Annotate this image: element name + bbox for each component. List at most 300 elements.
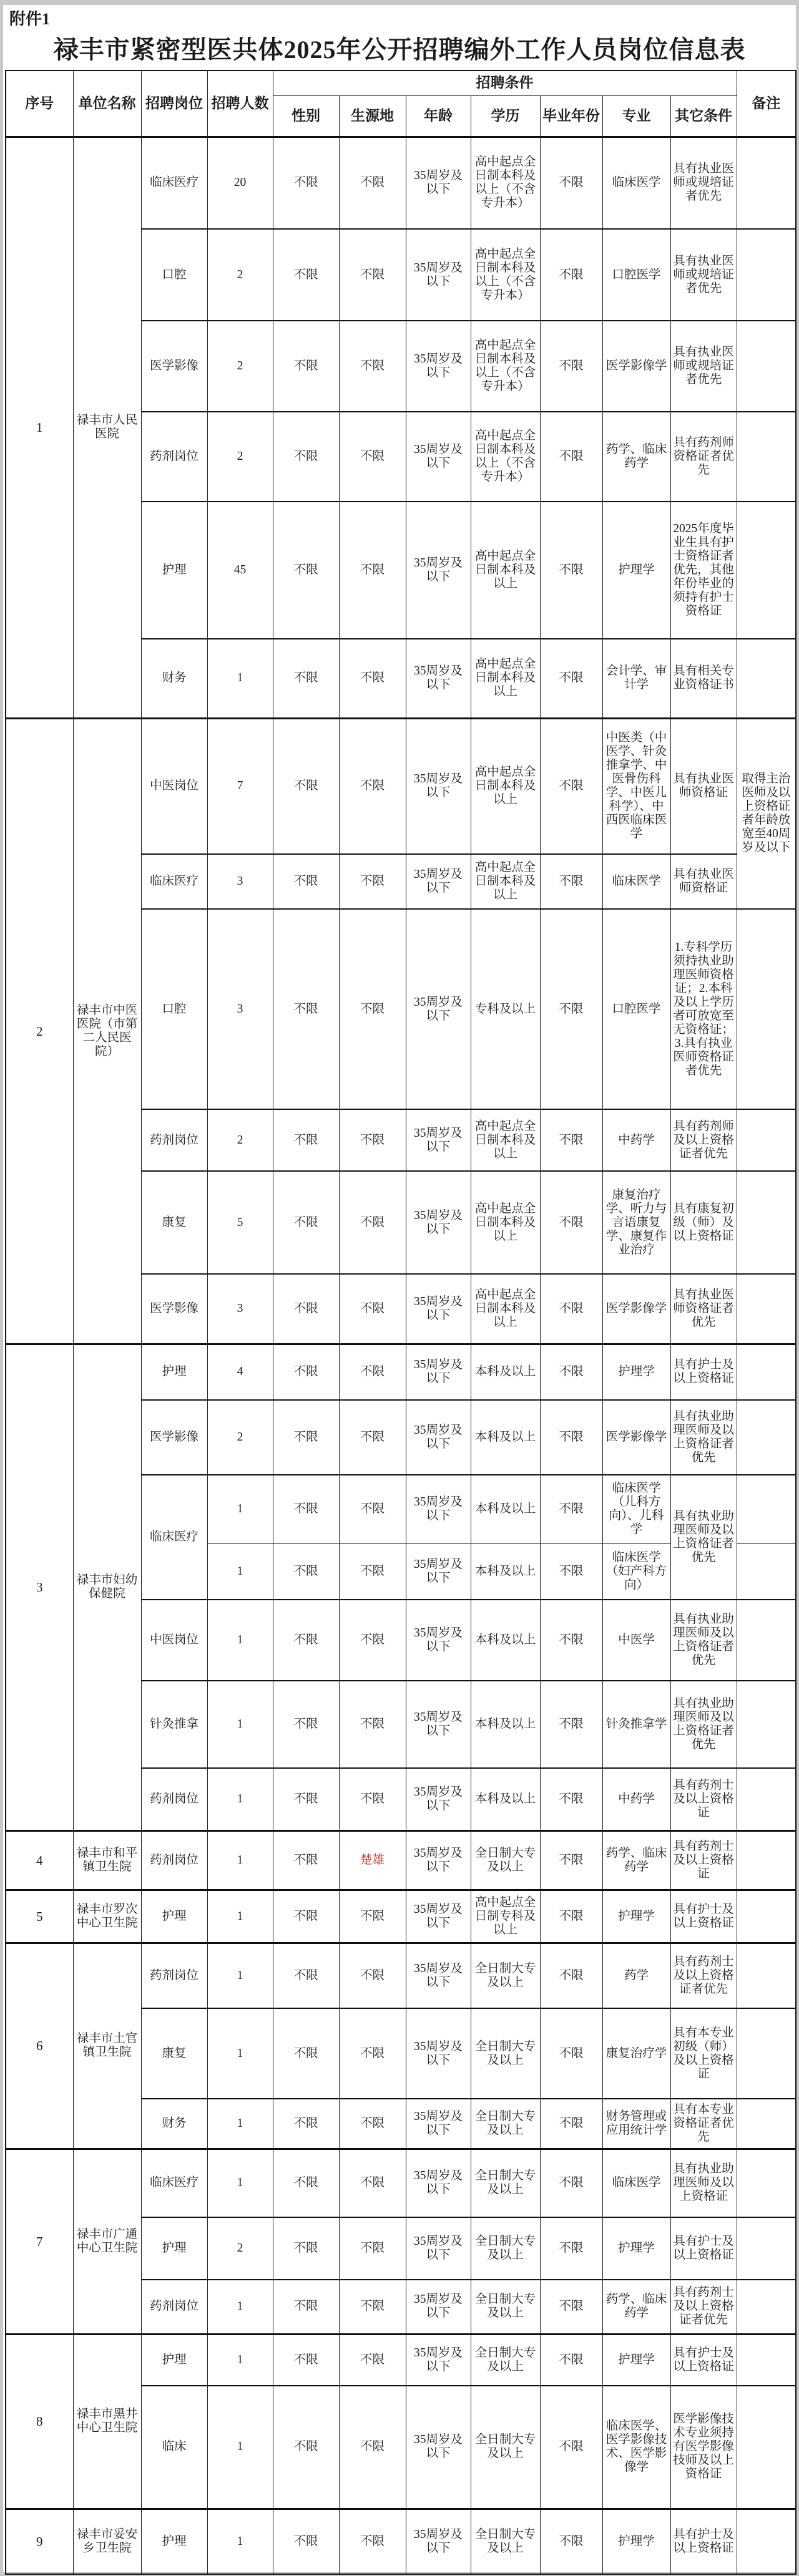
cell-unit-name: 禄丰市罗次中心卫生院: [73, 1890, 141, 1943]
cell-post: 护理: [141, 2217, 207, 2280]
cell-count: 2: [207, 1400, 273, 1475]
cell-other-conditions: 具有药剂士及以上资格证: [670, 1830, 737, 1890]
cell-count: 3: [207, 909, 273, 1109]
cell-grad-year: 不限: [540, 2217, 602, 2280]
cell-education: 全日制大专及以上: [471, 2099, 540, 2149]
cell-education: 本科及以上: [471, 1681, 540, 1768]
cell-count: 1: [207, 2280, 273, 2334]
cell-unit-name: 禄丰市和平镇卫生院: [73, 1830, 141, 1890]
cell-post: 药剂岗位: [141, 1830, 207, 1890]
cell-age: 35周岁及以下: [406, 2334, 471, 2386]
cell-count: 1: [207, 639, 273, 718]
cell-other-conditions: 具有执业医师资格证: [670, 718, 737, 854]
cell-education: 全日制大专及以上: [471, 1943, 540, 2008]
cell-post: 护理: [141, 1890, 207, 1943]
cell-other-conditions: 具有护士及以上资格证: [670, 2509, 737, 2574]
cell-post: 护理: [141, 1344, 207, 1400]
cell-age: 35周岁及以下: [406, 2008, 471, 2099]
cell-origin: 不限: [339, 2280, 406, 2334]
cell-education: 全日制大专及以上: [471, 2280, 540, 2334]
cell-education: 本科及以上: [471, 1400, 540, 1475]
cell-unit-name: 禄丰市中医医院（市第二人民医院）: [73, 718, 141, 1344]
cell-remark: [737, 412, 796, 502]
col-header-origin: 生源地: [339, 95, 406, 137]
cell-gender: 不限: [273, 2008, 339, 2099]
cell-other-conditions: 具有护士及以上资格证: [670, 2334, 737, 2386]
cell-education: 本科及以上: [471, 1475, 540, 1543]
cell-remark: [737, 909, 796, 1109]
cell-origin: 不限: [339, 2334, 406, 2386]
cell-serial-no: 2: [6, 718, 73, 1344]
cell-post: 药剂岗位: [141, 1943, 207, 2008]
cell-grad-year: 不限: [540, 1943, 602, 2008]
cell-age: 35周岁及以下: [406, 1475, 471, 1543]
cell-post: 口腔: [141, 909, 207, 1109]
cell-grad-year: 不限: [540, 1890, 602, 1943]
cell-education: 高中起点全日制本科及以上（不含专升本）: [471, 321, 540, 412]
cell-gender: 不限: [273, 137, 339, 229]
cell-other-conditions: 具有药剂师及以上资格证者优先: [670, 1109, 737, 1171]
cell-other-conditions: 具有执业医师资格证: [670, 854, 737, 909]
cell-post: 临床: [141, 2386, 207, 2509]
cell-grad-year: 不限: [540, 1344, 602, 1400]
cell-other-conditions: 具有执业助理医师及以上资格证者优先: [670, 1400, 737, 1475]
cell-post: 针灸推拿: [141, 1681, 207, 1768]
cell-education: 专科及以上: [471, 909, 540, 1109]
cell-age: 35周岁及以下: [406, 1943, 471, 2008]
cell-remark: [737, 321, 796, 412]
cell-remark: [737, 2509, 796, 2574]
cell-age: 35周岁及以下: [406, 1768, 471, 1830]
cell-grad-year: 不限: [540, 1171, 602, 1274]
cell-unit-name: 禄丰市妥安乡卫生院: [73, 2509, 141, 2574]
cell-post: 临床医疗: [141, 2149, 207, 2217]
cell-major: 口腔医学: [602, 909, 670, 1109]
cell-origin: 不限: [339, 718, 406, 854]
table-row: [6, 137, 796, 229]
cell-other-conditions: 1.专科学历须持执业助理医师资格证；2.本科及以上学历者可放宽至无资格证；3.具有执业医师资格证者优先: [670, 909, 737, 1109]
cell-origin: 不限: [339, 2149, 406, 2217]
col-header-count: 招聘人数: [207, 70, 273, 137]
cell-grad-year: 不限: [540, 502, 602, 639]
cell-major: 中医学: [602, 1600, 670, 1681]
cell-major: 医学影像学: [602, 321, 670, 412]
cell-education: 本科及以上: [471, 1600, 540, 1681]
cell-other-conditions: 具有本专业资格证者优先: [670, 2099, 737, 2149]
col-header-unit-name: 单位名称: [73, 70, 141, 137]
cell-count: 45: [207, 502, 273, 639]
cell-origin: 不限: [339, 137, 406, 229]
cell-other-conditions: 具有执业助理医师及以上资格证者优先: [670, 1600, 737, 1681]
cell-remark: [737, 2099, 796, 2149]
table-row: [6, 2509, 796, 2574]
cell-education: 高中起点全日制本科及以上（不含专升本）: [471, 412, 540, 502]
cell-remark: [737, 1400, 796, 1475]
cell-post: 药剂岗位: [141, 1109, 207, 1171]
cell-other-conditions: 具有护士及以上资格证: [670, 2217, 737, 2280]
cell-origin: 不限: [339, 2217, 406, 2280]
table-row: [6, 718, 796, 854]
cell-count: 1: [207, 1943, 273, 2008]
cell-major: 医学影像学: [602, 1400, 670, 1475]
cell-remark: [737, 502, 796, 639]
cell-age: 35周岁及以下: [406, 1600, 471, 1681]
cell-education: 全日制大专及以上: [471, 2149, 540, 2217]
cell-major: 护理学: [602, 1890, 670, 1943]
cell-unit-name: 禄丰市广通中心卫生院: [73, 2149, 141, 2334]
cell-age: 35周岁及以下: [406, 1543, 471, 1600]
col-header-education: 学历: [471, 95, 540, 137]
cell-major: 药学、临床药学: [602, 1830, 670, 1890]
cell-age: 35周岁及以下: [406, 1274, 471, 1344]
col-header-no: 序号: [6, 70, 73, 137]
cell-major: 康复治疗学、听力与言语康复学、康复作业治疗: [602, 1171, 670, 1274]
cell-serial-no: 7: [6, 2149, 73, 2334]
cell-education: 高中起点全日制本科及以上: [471, 502, 540, 639]
cell-gender: 不限: [273, 1543, 339, 1600]
cell-major: 临床医学: [602, 137, 670, 229]
cell-gender: 不限: [273, 1400, 339, 1475]
cell-count: 20: [207, 137, 273, 229]
cell-count: 7: [207, 718, 273, 854]
cell-serial-no: 9: [6, 2509, 73, 2574]
cell-age: 35周岁及以下: [406, 2217, 471, 2280]
col-header-grad-year: 毕业年份: [540, 95, 602, 137]
cell-age: 35周岁及以下: [406, 1344, 471, 1400]
cell-origin: 不限: [339, 1400, 406, 1475]
cell-gender: 不限: [273, 1171, 339, 1274]
cell-origin: 不限: [339, 854, 406, 909]
cell-other-conditions: 具有执业医师或规培证者优先: [670, 321, 737, 412]
cell-education: 全日制大专及以上: [471, 1830, 540, 1890]
cell-other-conditions: 具有执业医师或规培证者优先: [670, 229, 737, 321]
cell-gender: 不限: [273, 1109, 339, 1171]
cell-education: 全日制大专及以上: [471, 2008, 540, 2099]
table-row: [6, 1344, 796, 1400]
cell-major: 中医类（中医学、针灸推拿学、中医骨伤科学、中医儿科学）、中西医临床医学: [602, 718, 670, 854]
cell-count: 5: [207, 1171, 273, 1274]
cell-gender: 不限: [273, 639, 339, 718]
cell-major: 临床医学: [602, 854, 670, 909]
cell-post: 医学影像: [141, 321, 207, 412]
cell-post: 药剂岗位: [141, 1768, 207, 1830]
cell-origin: 不限: [339, 2386, 406, 2509]
cell-count: 3: [207, 1274, 273, 1344]
cell-gender: 不限: [273, 1344, 339, 1400]
header-row-group: [6, 70, 796, 95]
cell-remark: [737, 1543, 796, 1600]
cell-age: 35周岁及以下: [406, 909, 471, 1109]
cell-count: 2: [207, 412, 273, 502]
cell-grad-year: 不限: [540, 2099, 602, 2149]
cell-age: 35周岁及以下: [406, 2099, 471, 2149]
cell-major: 口腔医学: [602, 229, 670, 321]
cell-gender: 不限: [273, 412, 339, 502]
cell-remark: [737, 1890, 796, 1943]
cell-count: 1: [207, 2509, 273, 2574]
cell-grad-year: 不限: [540, 2280, 602, 2334]
cell-gender: 不限: [273, 1768, 339, 1830]
table-row: [6, 1890, 796, 1943]
cell-remark: [737, 137, 796, 229]
cell-grad-year: 不限: [540, 2386, 602, 2509]
cell-remark: [737, 1344, 796, 1400]
cell-serial-no: 3: [6, 1344, 73, 1830]
cell-gender: 不限: [273, 229, 339, 321]
cell-unit-name: 禄丰市土官镇卫生院: [73, 1943, 141, 2149]
cell-other-conditions: 具有康复初级（师）及以上资格证: [670, 1171, 737, 1274]
cell-major: 药学、临床药学: [602, 2280, 670, 2334]
cell-other-conditions: 具有护士及以上资格证: [670, 1344, 737, 1400]
cell-age: 35周岁及以下: [406, 2386, 471, 2509]
cell-grad-year: 不限: [540, 1400, 602, 1475]
cell-major: 护理学: [602, 2334, 670, 2386]
cell-serial-no: 5: [6, 1890, 73, 1943]
cell-education: 全日制大专及以上: [471, 2386, 540, 2509]
cell-other-conditions: 具有本专业初级（师）及以上资格证: [670, 2008, 737, 2099]
cell-origin: 不限: [339, 321, 406, 412]
cell-count: 1: [207, 1600, 273, 1681]
cell-other-conditions: 具有执业助理医师及以上资格证者优先: [670, 1475, 737, 1600]
cell-post: 康复: [141, 2008, 207, 2099]
cell-other-conditions: 具有执业助理医师及以上资格证者优先: [670, 1681, 737, 1768]
cell-other-conditions: 2025年度毕业生具有护士资格证者优先，其他年份毕业的须持有护士资格证: [670, 502, 737, 639]
cell-grad-year: 不限: [540, 2509, 602, 2574]
cell-gender: 不限: [273, 502, 339, 639]
cell-remark: [737, 2149, 796, 2217]
cell-count: 1: [207, 1475, 273, 1543]
cell-age: 35周岁及以下: [406, 1890, 471, 1943]
cell-gender: 不限: [273, 1274, 339, 1344]
cell-gender: 不限: [273, 2509, 339, 2574]
cell-remark: [737, 1171, 796, 1274]
cell-unit-name: 禄丰市人民医院: [73, 137, 141, 718]
cell-origin: 不限: [339, 2008, 406, 2099]
cell-grad-year: 不限: [540, 854, 602, 909]
job-position-table: [5, 70, 797, 2575]
cell-other-conditions: 具有相关专业资格证书: [670, 639, 737, 718]
cell-education: 本科及以上: [471, 1344, 540, 1400]
col-header-conditions-group: 招聘条件: [273, 70, 737, 95]
cell-education: 高中起点全日制本科及以上: [471, 718, 540, 854]
table-row: [6, 1943, 796, 2008]
cell-post: 护理: [141, 2334, 207, 2386]
cell-grad-year: 不限: [540, 639, 602, 718]
cell-grad-year: 不限: [540, 321, 602, 412]
cell-post: 中医岗位: [141, 1600, 207, 1681]
cell-gender: 不限: [273, 1943, 339, 2008]
cell-post: 护理: [141, 502, 207, 639]
cell-remark: [737, 2217, 796, 2280]
cell-origin: 不限: [339, 1890, 406, 1943]
cell-age: 35周岁及以下: [406, 1681, 471, 1768]
cell-age: 35周岁及以下: [406, 639, 471, 718]
cell-gender: 不限: [273, 1681, 339, 1768]
cell-count: 1: [207, 2008, 273, 2099]
table-row: [6, 2149, 796, 2217]
cell-count: 1: [207, 1543, 273, 1600]
cell-major: 护理学: [602, 2217, 670, 2280]
cell-origin: 不限: [339, 1109, 406, 1171]
cell-post: 中医岗位: [141, 718, 207, 854]
cell-other-conditions: 具有执业医师资格证者优先: [670, 1274, 737, 1344]
cell-gender: 不限: [273, 1890, 339, 1943]
cell-education: 高中起点全日制本科及以上（不含专升本）: [471, 229, 540, 321]
cell-post: 口腔: [141, 229, 207, 321]
cell-grad-year: 不限: [540, 229, 602, 321]
cell-gender: 不限: [273, 2149, 339, 2217]
cell-age: 35周岁及以下: [406, 1171, 471, 1274]
cell-origin: 不限: [339, 909, 406, 1109]
cell-remark: [737, 1600, 796, 1681]
cell-post: 医学影像: [141, 1400, 207, 1475]
cell-origin: 不限: [339, 502, 406, 639]
cell-gender: 不限: [273, 909, 339, 1109]
cell-age: 35周岁及以下: [406, 321, 471, 412]
cell-remark: [737, 229, 796, 321]
cell-post: 护理: [141, 2509, 207, 2574]
cell-gender: 不限: [273, 2280, 339, 2334]
cell-age: 35周岁及以下: [406, 1109, 471, 1171]
cell-gender: 不限: [273, 2099, 339, 2149]
cell-gender: 不限: [273, 1830, 339, 1890]
cell-post: 临床医疗: [141, 1475, 207, 1600]
cell-post: 医学影像: [141, 1274, 207, 1344]
cell-major: 针灸推拿学: [602, 1681, 670, 1768]
cell-post: 临床医疗: [141, 854, 207, 909]
cell-serial-no: 6: [6, 1943, 73, 2149]
cell-remark: 取得主治医师及以上资格证者年龄放宽至40周岁及以下: [737, 718, 796, 909]
cell-serial-no: 4: [6, 1830, 73, 1890]
col-header-gender: 性别: [273, 95, 339, 137]
cell-major: 中药学: [602, 1768, 670, 1830]
cell-remark: [737, 1830, 796, 1890]
cell-education: 高中起点全日制本科及以上: [471, 639, 540, 718]
cell-major: 临床医学、医学影像技术、医学影像学: [602, 2386, 670, 2509]
cell-grad-year: 不限: [540, 2334, 602, 2386]
col-header-age: 年龄: [406, 95, 471, 137]
cell-major: 护理学: [602, 2509, 670, 2574]
cell-unit-name: 禄丰市妇幼保健院: [73, 1344, 141, 1830]
cell-origin: 不限: [339, 1475, 406, 1543]
cell-grad-year: 不限: [540, 718, 602, 854]
cell-gender: 不限: [273, 1600, 339, 1681]
cell-count: 1: [207, 2149, 273, 2217]
cell-age: 35周岁及以下: [406, 2280, 471, 2334]
cell-grad-year: 不限: [540, 1109, 602, 1171]
cell-age: 35周岁及以下: [406, 718, 471, 854]
cell-age: 35周岁及以下: [406, 137, 471, 229]
page-title: 禄丰市紧密型医共体2025年公开招聘编外工作人员岗位信息表: [53, 36, 746, 64]
cell-grad-year: 不限: [540, 2008, 602, 2099]
cell-count: 2: [207, 229, 273, 321]
cell-count: 1: [207, 2334, 273, 2386]
cell-origin: 楚雄: [339, 1830, 406, 1890]
cell-grad-year: 不限: [540, 2149, 602, 2217]
cell-count: 2: [207, 1109, 273, 1171]
cell-major: 护理学: [602, 1344, 670, 1400]
cell-gender: 不限: [273, 2334, 339, 2386]
cell-age: 35周岁及以下: [406, 1400, 471, 1475]
cell-origin: 不限: [339, 1600, 406, 1681]
cell-remark: [737, 1768, 796, 1830]
cell-major: 医学影像学: [602, 1274, 670, 1344]
cell-count: 1: [207, 1681, 273, 1768]
cell-education: 高中起点全日制本科及以上: [471, 1171, 540, 1274]
cell-remark: [737, 2386, 796, 2509]
cell-other-conditions: 具有药剂士及以上资格证者优先: [670, 1943, 737, 2008]
cell-gender: 不限: [273, 321, 339, 412]
cell-post: 财务: [141, 639, 207, 718]
cell-other-conditions: 具有药剂士及以上资格证: [670, 1768, 737, 1830]
cell-other-conditions: 具有药剂师资格证者优先: [670, 412, 737, 502]
cell-education: 全日制大专及以上: [471, 2509, 540, 2574]
cell-other-conditions: 具有药剂士及以上资格证者优先: [670, 2280, 737, 2334]
cell-major: 临床医学（妇产科方向）: [602, 1543, 670, 1600]
cell-major: 临床医学（儿科方向）、儿科学: [602, 1475, 670, 1543]
cell-age: 35周岁及以下: [406, 229, 471, 321]
cell-origin: 不限: [339, 1171, 406, 1274]
col-header-other-conditions: 其它条件: [670, 95, 737, 137]
cell-major: 药学: [602, 1943, 670, 2008]
cell-education: 全日制大专及以上: [471, 2334, 540, 2386]
document-page: [3, 5, 796, 2572]
table-row: [6, 2334, 796, 2386]
cell-remark: [737, 2280, 796, 2334]
cell-gender: 不限: [273, 718, 339, 854]
col-header-major: 专业: [602, 95, 670, 137]
cell-post: 药剂岗位: [141, 2280, 207, 2334]
cell-major: 临床医学: [602, 2149, 670, 2217]
cell-grad-year: 不限: [540, 1475, 602, 1543]
cell-other-conditions: 具有执业医师或规培证者优先: [670, 137, 737, 229]
cell-remark: [737, 1274, 796, 1344]
cell-remark: [737, 1943, 796, 2008]
cell-education: 高中起点全日制本科及以上（不含专升本）: [471, 137, 540, 229]
cell-count: 1: [207, 1830, 273, 1890]
cell-grad-year: 不限: [540, 1681, 602, 1768]
cell-education: 高中起点全日制本科及以上: [471, 854, 540, 909]
cell-origin: 不限: [339, 1768, 406, 1830]
cell-origin: 不限: [339, 2099, 406, 2149]
cell-major: 会计学、审计学: [602, 639, 670, 718]
cell-major: 财务管理或应用统计学: [602, 2099, 670, 2149]
cell-education: 高中起点全日制本科及以上: [471, 1109, 540, 1171]
cell-origin: 不限: [339, 1344, 406, 1400]
cell-other-conditions: 具有执业助理医师及以上资格证: [670, 2149, 737, 2217]
cell-other-conditions: 医学影像技术专业须持有医学影像技师及以上资格证: [670, 2386, 737, 2509]
cell-grad-year: 不限: [540, 1274, 602, 1344]
cell-gender: 不限: [273, 1475, 339, 1543]
cell-origin: 不限: [339, 412, 406, 502]
cell-education: 本科及以上: [471, 1543, 540, 1600]
cell-age: 35周岁及以下: [406, 2509, 471, 2574]
cell-count: 1: [207, 2099, 273, 2149]
col-header-post: 招聘岗位: [141, 70, 207, 137]
cell-grad-year: 不限: [540, 1768, 602, 1830]
cell-remark: [737, 2008, 796, 2099]
cell-age: 35周岁及以下: [406, 412, 471, 502]
cell-grad-year: 不限: [540, 412, 602, 502]
cell-count: 4: [207, 1344, 273, 1400]
cell-age: 35周岁及以下: [406, 2149, 471, 2217]
cell-unit-name: 禄丰市黑井中心卫生院: [73, 2334, 141, 2509]
cell-post: 临床医疗: [141, 137, 207, 229]
cell-count: 2: [207, 2217, 273, 2280]
cell-count: 2: [207, 321, 273, 412]
cell-major: 护理学: [602, 502, 670, 639]
cell-origin: 不限: [339, 1274, 406, 1344]
